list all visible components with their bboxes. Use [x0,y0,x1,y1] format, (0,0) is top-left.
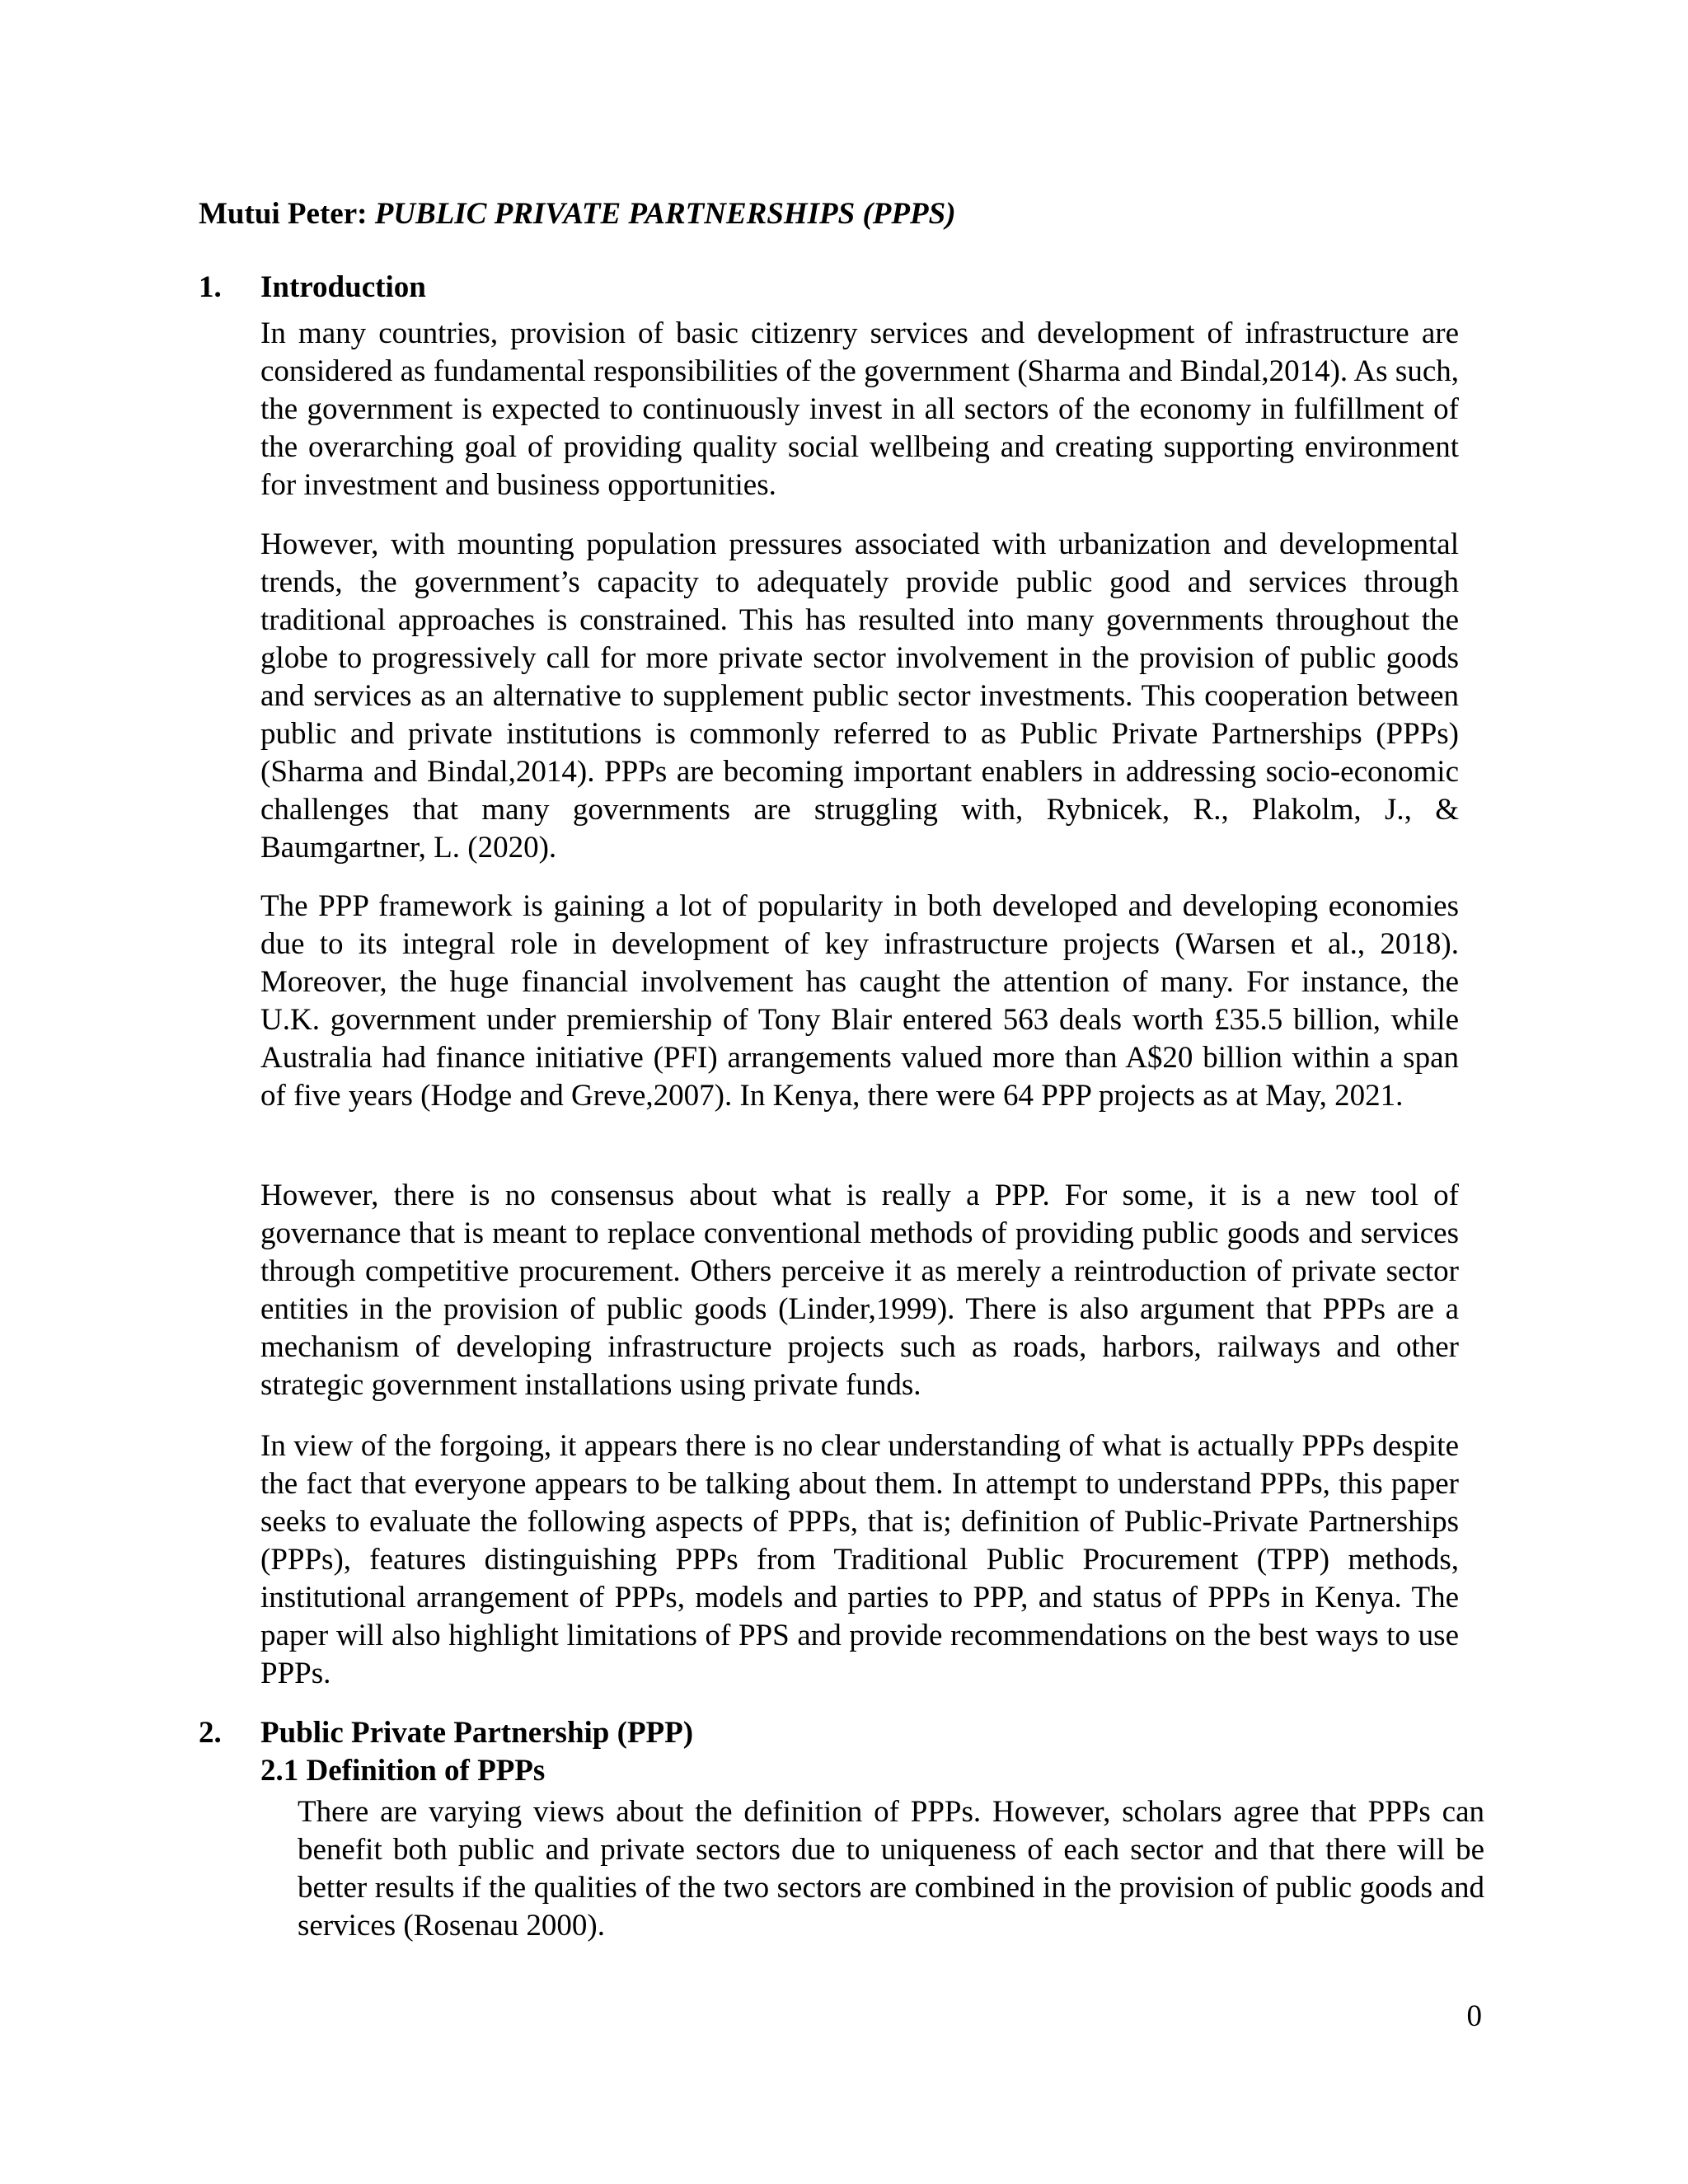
section-heading-ppp [199,1714,693,1752]
section-title: Introduction [260,270,426,304]
subsection-heading-definition: 2.1 Definition of PPPs [260,1754,546,1788]
section-title: Public Private Partnership (PPP) [260,1716,694,1750]
section-number: 1. [199,270,222,304]
author-name: Mutui Peter: [199,197,368,231]
section-heading-introduction [199,269,426,307]
definition-paragraph-1: There are varying views about the definition of PPPs. However, scholars agree that PPPs can benefit both public and private sectors due to uniqueness of each sector and that there will be better results if the qualities of the two sectors are combined in the provision of public goods and services (Rosenau 2000). [298,1795,1484,1943]
document-title: PUBLIC PRIVATE PARTNERSHIPS (PPPS) [374,197,956,231]
section-number: 2. [199,1716,222,1750]
introduction-paragraph-4: However, there is no consensus about what is really a PPP. For some, it is a new tool of governance that is meant to replace conventional methods of providing public goods and services through competitive procurement. Others perceive it as merely a reintroduction of private sector entities in the provision of public goods (Linder,1999). There is also argument that PPPs are a mechanism of developing infrastructure projects such as roads, harbors, railways and other strategic government installations using private funds. [260,1179,1459,1402]
introduction-paragraph-5: In view of the forgoing, it appears there is no clear understanding of what is actually PPPs despite the fact that everyone appears to be talking about them. In attempt to understand PPPs, this paper seeks to evaluate the following aspects of PPPs, that is; definition of Public-Private Partnerships (PPPs), features distinguishing PPPs from Traditional Public Procurement (TPP) methods, institutional arrangement of PPPs, models and parties to PPP, and status of PPPs in Kenya. The paper will also highlight limitations of PPS and provide recommendations on the best ways to use PPPs. [260,1429,1459,1690]
introduction-paragraph-3: The PPP framework is gaining a lot of popularity in both developed and developing economies due to its integral role in development of key infrastructure projects (Warsen et al., 2018). Moreover, the huge financial involvement has caught the attention of many. For instance, the U.K. government under premiership of Tony Blair entered 563 deals worth £35.5 billion, while Australia had finance initiative (PFI) arrangements valued more than A$20 billion within a span of five years (Hodge and Greve,2007). In Kenya, there were 64 PPP projects as at May, 2021. [260,889,1459,1113]
page-number: 0 [1466,1999,1482,2033]
introduction-paragraph-2: However, with mounting population pressures associated with urbanization and developmental trends, the government’s capacity to adequately provide public good and services through traditional approaches is constrained. This has resulted into many governments throughout the globe to progressively call for more private sector involvement in the provision of public goods and services as an alternative to supplement public sector investments. This cooperation between public and private institutions is commonly referred to as Public Private Partnerships (PPPs) (Sharma and Bindal,2014). PPPs are becoming important enablers in addressing socio-economic challenges that many governments are struggling with, Rybnicek, R., Plakolm, J., & Baumgartner, L. (2020). [260,527,1459,865]
document-title-line [199,194,956,234]
introduction-paragraph-1: In many countries, provision of basic citizenry services and development of infrastructure are considered as fundamental responsibilities of the government (Sharma and Bindal,2014). As such, the government is expected to continuously invest in all sectors of the economy in fulfillment of the overarching goal of providing quality social wellbeing and creating supporting environment for investment and business opportunities. [260,316,1459,502]
